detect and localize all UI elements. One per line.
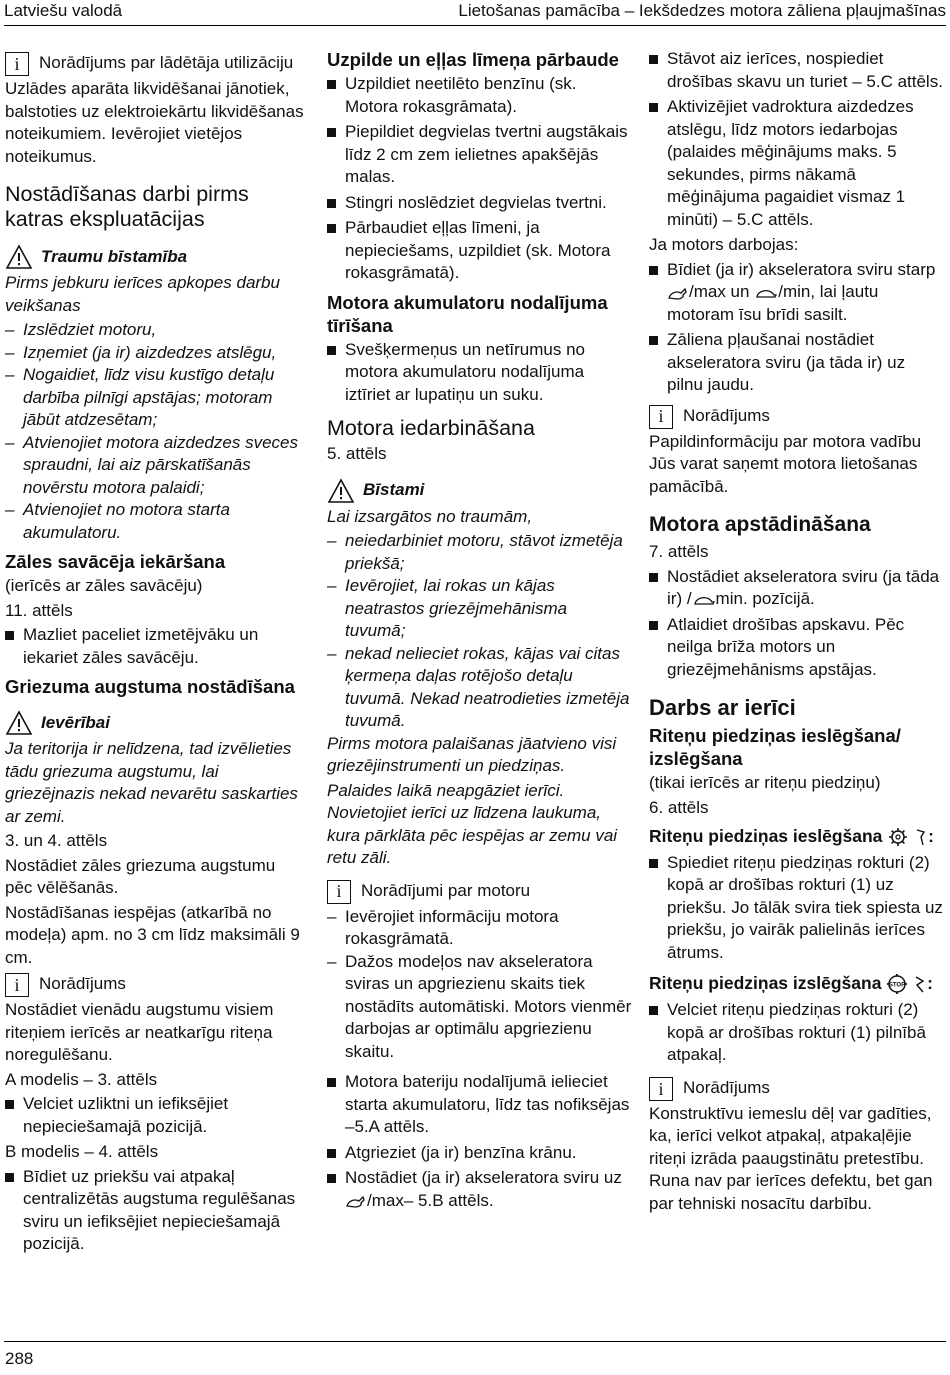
list-item: Mazliet paceliet izmetējvāku un iekariet zāles savācēju. <box>5 624 307 669</box>
section-heading-stop: Motora apstādināšana <box>649 513 871 536</box>
header-rule <box>4 25 946 26</box>
hand-push-icon <box>914 827 928 847</box>
throttle-text-post: /max– 5.B attēls. <box>367 1190 494 1210</box>
list-item: Nostādiet akseleratora sviru (ja tāda ir) / min. pozīcijā. <box>649 566 945 611</box>
info-icon: i <box>649 405 673 429</box>
note-title: Norādījums <box>683 1077 770 1097</box>
list-item: – Atvienojiet no motora starta akumulatoru. <box>5 500 230 542</box>
list-item: Aktivizējiet vadroktura aizdedzes atslēgu, līdz motors iedarbojas (palaides mēģinājums maks. 5 sekundes, pirms nākamā mēģinājuma pagaidiet vismaz 1 minūti) – 5.C attēls. <box>649 96 945 231</box>
info-icon: i <box>5 973 29 997</box>
drive-note-text: Konstruktīvu iemeslu dēļ var gadīties, ka, ierīci velkot atpakaļ, atpakaļējie riteņi izrāda paaugstinātu pretestību. Runa nav par ierīces defektu, bet gan par tehniski nosacītu darbību. <box>649 1103 933 1213</box>
info-icon: i <box>649 1077 673 1101</box>
info-icon: i <box>327 880 351 904</box>
hand-release-icon <box>913 974 927 994</box>
rabbit-icon <box>345 1192 367 1210</box>
rabbit-icon <box>667 284 689 302</box>
turtle-icon <box>754 285 778 301</box>
drive-subtitle: (tikai ierīcēs ar riteņu piedziņu) <box>649 773 881 792</box>
list-item <box>327 1167 632 1212</box>
figure-ref-3-4: 3. un 4. attēls <box>5 831 108 850</box>
list-item: – Ievērojiet informāciju motora rokasgrāmatā. <box>327 906 559 948</box>
header-right: Lietošanas pamācība – Iekšdedzes motora zāliena pļaujmašīnas <box>458 1 946 20</box>
list-item: – Ievērojiet, lai rokas un kājas neatrastos griezējmehānisma tuvumā; <box>327 576 568 640</box>
danger-title: Bīstami <box>363 480 425 500</box>
page-header <box>4 0 946 24</box>
height-note-heading <box>5 973 307 997</box>
list-item: Motora bateriju nodalījumā ielieciet starta akumulatoru, līdz tas nofiksējas –5.A attēls. <box>327 1071 632 1139</box>
section-heading-fill: Uzpilde un eļļas līmeņa pārbaude <box>327 49 619 70</box>
list-item: Bīdiet uz priekšu vai atpakaļ centralizētās augstuma regulēšanas sviru un iefiksējiet nepieciešamajā pozicijā. <box>5 1166 307 1256</box>
list-item: Velciet uzliktni un iefiksējiet nepieciešamajā pozicijā. <box>5 1093 307 1138</box>
caution-title: Ievērībai <box>41 712 110 732</box>
column-3 <box>649 48 945 1217</box>
list-item: Velciet riteņu piedziņas rokturi (2) kopā ar drošības rokturi (1) pilnībā atpakaļ. <box>649 999 945 1067</box>
note-title: Norādījums <box>39 974 126 993</box>
list-item: Spiediet riteņu piedziņas rokturi (2) kopā ar drošības rokturi (1) uz priekšu. Jo tālāk svira tiek spiesta uz priekšu, jo vairāk palielinās ierīces ātrums. <box>649 852 945 965</box>
drive-on-heading: Riteņu piedziņas ieslēgšana : <box>649 826 934 846</box>
list-item: – Izslēdziet motoru, <box>5 320 157 339</box>
list-item: – Dažos modeļos nav akseleratora sviras un apgriezienu skaits tiek nostādīts automātiski. Motors vienmēr darbojas ar optimālu apgriezienu skaitu. <box>327 951 632 1061</box>
list-item: – Atvienojiet motora aizdedzes sveces spraudni, lai aiz pārskatīšanās novērstu motora palaidi; <box>5 432 298 497</box>
start-figure-ref: 5. attēls <box>327 444 387 463</box>
warning-triangle-icon <box>5 244 33 270</box>
footer-rule <box>4 1341 946 1342</box>
danger-text-3: Palaides laikā neapgāziet ierīci. Novietojiet ierīci uz līdzena laukuma, kura pārklāta pēc iespējas ar zemu vai retu zāli. <box>327 780 618 867</box>
note-title: Norādījums par lādētāja utilizāciju <box>39 53 294 72</box>
motor-note-heading <box>327 880 632 904</box>
danger-list <box>327 530 632 733</box>
caution-heading <box>5 710 307 736</box>
list-item: Stingri noslēdziet degvielas tvertni. <box>327 192 632 215</box>
list-item: Pārbaudiet eļļas līmeni, ja nepieciešams, uzpildiet (sk. Motora rokasgrāmatā). <box>327 217 632 285</box>
info-icon: i <box>5 52 29 76</box>
caution-text: Ja teritorija ir nelīdzena, tad izvēlieties tādu griezuma augstumu, lai griezējnazis nekad nevarētu saskarties ar zemi. <box>5 739 298 826</box>
height-note-text: Nostādiet vienādu augstumu visiem riteņiem ierīcēs ar neatkarīgu riteņa noregulēšanu. <box>5 1000 274 1064</box>
grass-subtitle: (ierīcēs ar zāles savācēju) <box>5 576 203 595</box>
engine-note-heading <box>649 405 945 429</box>
list-item: Svešķermeņus un netīrumus no motora akumulatoru nodalījuma iztīriet ar lupatiņu un suku. <box>327 339 632 407</box>
list-item: Piepildiet degvielas tvertni augstākais līdz 2 cm zem ielietnes apakšējās malas. <box>327 121 632 189</box>
list-item: Atgrieziet (ja ir) benzīna krānu. <box>327 1142 632 1165</box>
grass-figure-ref: 11. attēls <box>5 600 73 620</box>
list-item: Uzpildiet neetilēto benzīnu (sk. Motora rokasgrāmata). <box>327 73 632 118</box>
list-item: Atlaidiet drošības apskavu. Pēc neilga brīža motors un griezējmehānisms apstājas. <box>649 614 945 682</box>
list-item: Bīdiet (ja ir) akseleratora sviru starp /max un /min, lai ļautu motoram īsu brīdi sasilt. <box>649 259 945 327</box>
danger-heading <box>327 478 632 504</box>
drive-note-heading <box>649 1077 945 1101</box>
list-item: – nekad nelieciet rokas, kājas vai citas ķermeņa daļas rotējošo detaļu tuvumā. Nekad neatrodieties izmetēja tuvumā. <box>327 643 630 730</box>
section-heading-preparation: Nostādīšanas darbi pirms katras ekspluatācijas <box>5 182 249 231</box>
danger-intro: Lai izsargātos no traumām, <box>327 506 533 526</box>
warning-title: Traumu bīstamība <box>41 246 188 266</box>
drive-figure-ref: 6. attēls <box>649 797 709 817</box>
running-heading: Ja motors darbojas: <box>649 235 799 254</box>
stop-figure-ref: 7. attēls <box>649 542 709 561</box>
stop-gear-icon <box>886 973 908 995</box>
section-heading-drive: Riteņu piedziņas ieslēgšana/ izslēgšana <box>649 725 901 769</box>
model-a-ref: A modelis – 3. attēls <box>5 1069 158 1089</box>
model-b-ref: B modelis – 4. attēls <box>5 1142 159 1161</box>
charger-note-text: Uzlādes aparāta likvidēšanai jānotiek, balstoties uz elektroiekārtu likvidēšanas noteikumiem. Ievērojiet vietējos noteikumus. <box>5 79 304 166</box>
list-item: Zāliena pļaušanai nostādiet akseleratora sviru (ja tāda ir) uz pilnu jaudu. <box>649 329 945 397</box>
stop-badge: STOP <box>889 982 906 989</box>
note-title: Norādījums <box>683 405 770 425</box>
injury-warning-heading <box>5 244 307 270</box>
charger-note-heading <box>5 52 307 76</box>
section-heading-start: Motora iedarbināšana <box>327 416 535 440</box>
drive-off-heading: Riteņu piedziņas izslēgšana STOP : <box>649 972 945 995</box>
section-heading-battery: Motora akumulatoru nodalījuma tīrīšana <box>327 291 608 336</box>
danger-text-2: Pirms motora palaišanas jāatvieno visi griezējinstrumenti un piedziņas. <box>327 733 617 775</box>
throttle-text-pre: Nostādiet (ja ir) akseleratora sviru uz <box>345 1168 622 1187</box>
height-text-1: Nostādiet zāles griezuma augstumu pēc vēlēšanās. <box>5 855 276 897</box>
list-item: Stāvot aiz ierīces, nospiediet drošības skavu un turiet – 5.C attēls. <box>649 48 945 93</box>
section-heading-cut-height: Griezuma augstuma nostādīšana <box>5 676 295 697</box>
warning-triangle-icon <box>5 710 33 736</box>
list-item: – neiedarbiniet motoru, stāvot izmetēja priekšā; <box>327 531 623 573</box>
section-heading-work: Darbs ar ierīci <box>649 695 796 720</box>
warning-triangle-icon <box>327 478 355 504</box>
page-number: 288 <box>5 1349 34 1368</box>
gear-icon <box>887 827 909 847</box>
height-text-2: Nostādīšanas iespējas (atkarībā no modeļa) apm. no 3 cm līdz maksimāli 9 cm. <box>5 902 300 967</box>
list-item: – Izņemiet (ja ir) aizdedzes atslēgu, <box>5 342 277 362</box>
warning-intro: Pirms jebkuru ierīces apkopes darbu veikšanas <box>5 273 280 315</box>
column-1 <box>5 48 307 1259</box>
column-2 <box>327 48 632 1215</box>
engine-note-text: Papildinformāciju par motora vadību Jūs varat saņemt motora lietošanas pamācībā. <box>649 431 922 496</box>
warning-list <box>5 319 307 544</box>
header-left: Latviešu valodā <box>4 1 123 20</box>
turtle-icon <box>692 592 716 608</box>
note-title: Norādījumi par motoru <box>361 880 531 900</box>
list-item: – Nogaidiet, līdz visu kustīgo detaļu darbība pilnīgi apstājas; motoram jābūt atdzesētam; <box>5 365 275 429</box>
section-heading-grass-catcher: Zāles savācēja iekāršana <box>5 551 226 572</box>
